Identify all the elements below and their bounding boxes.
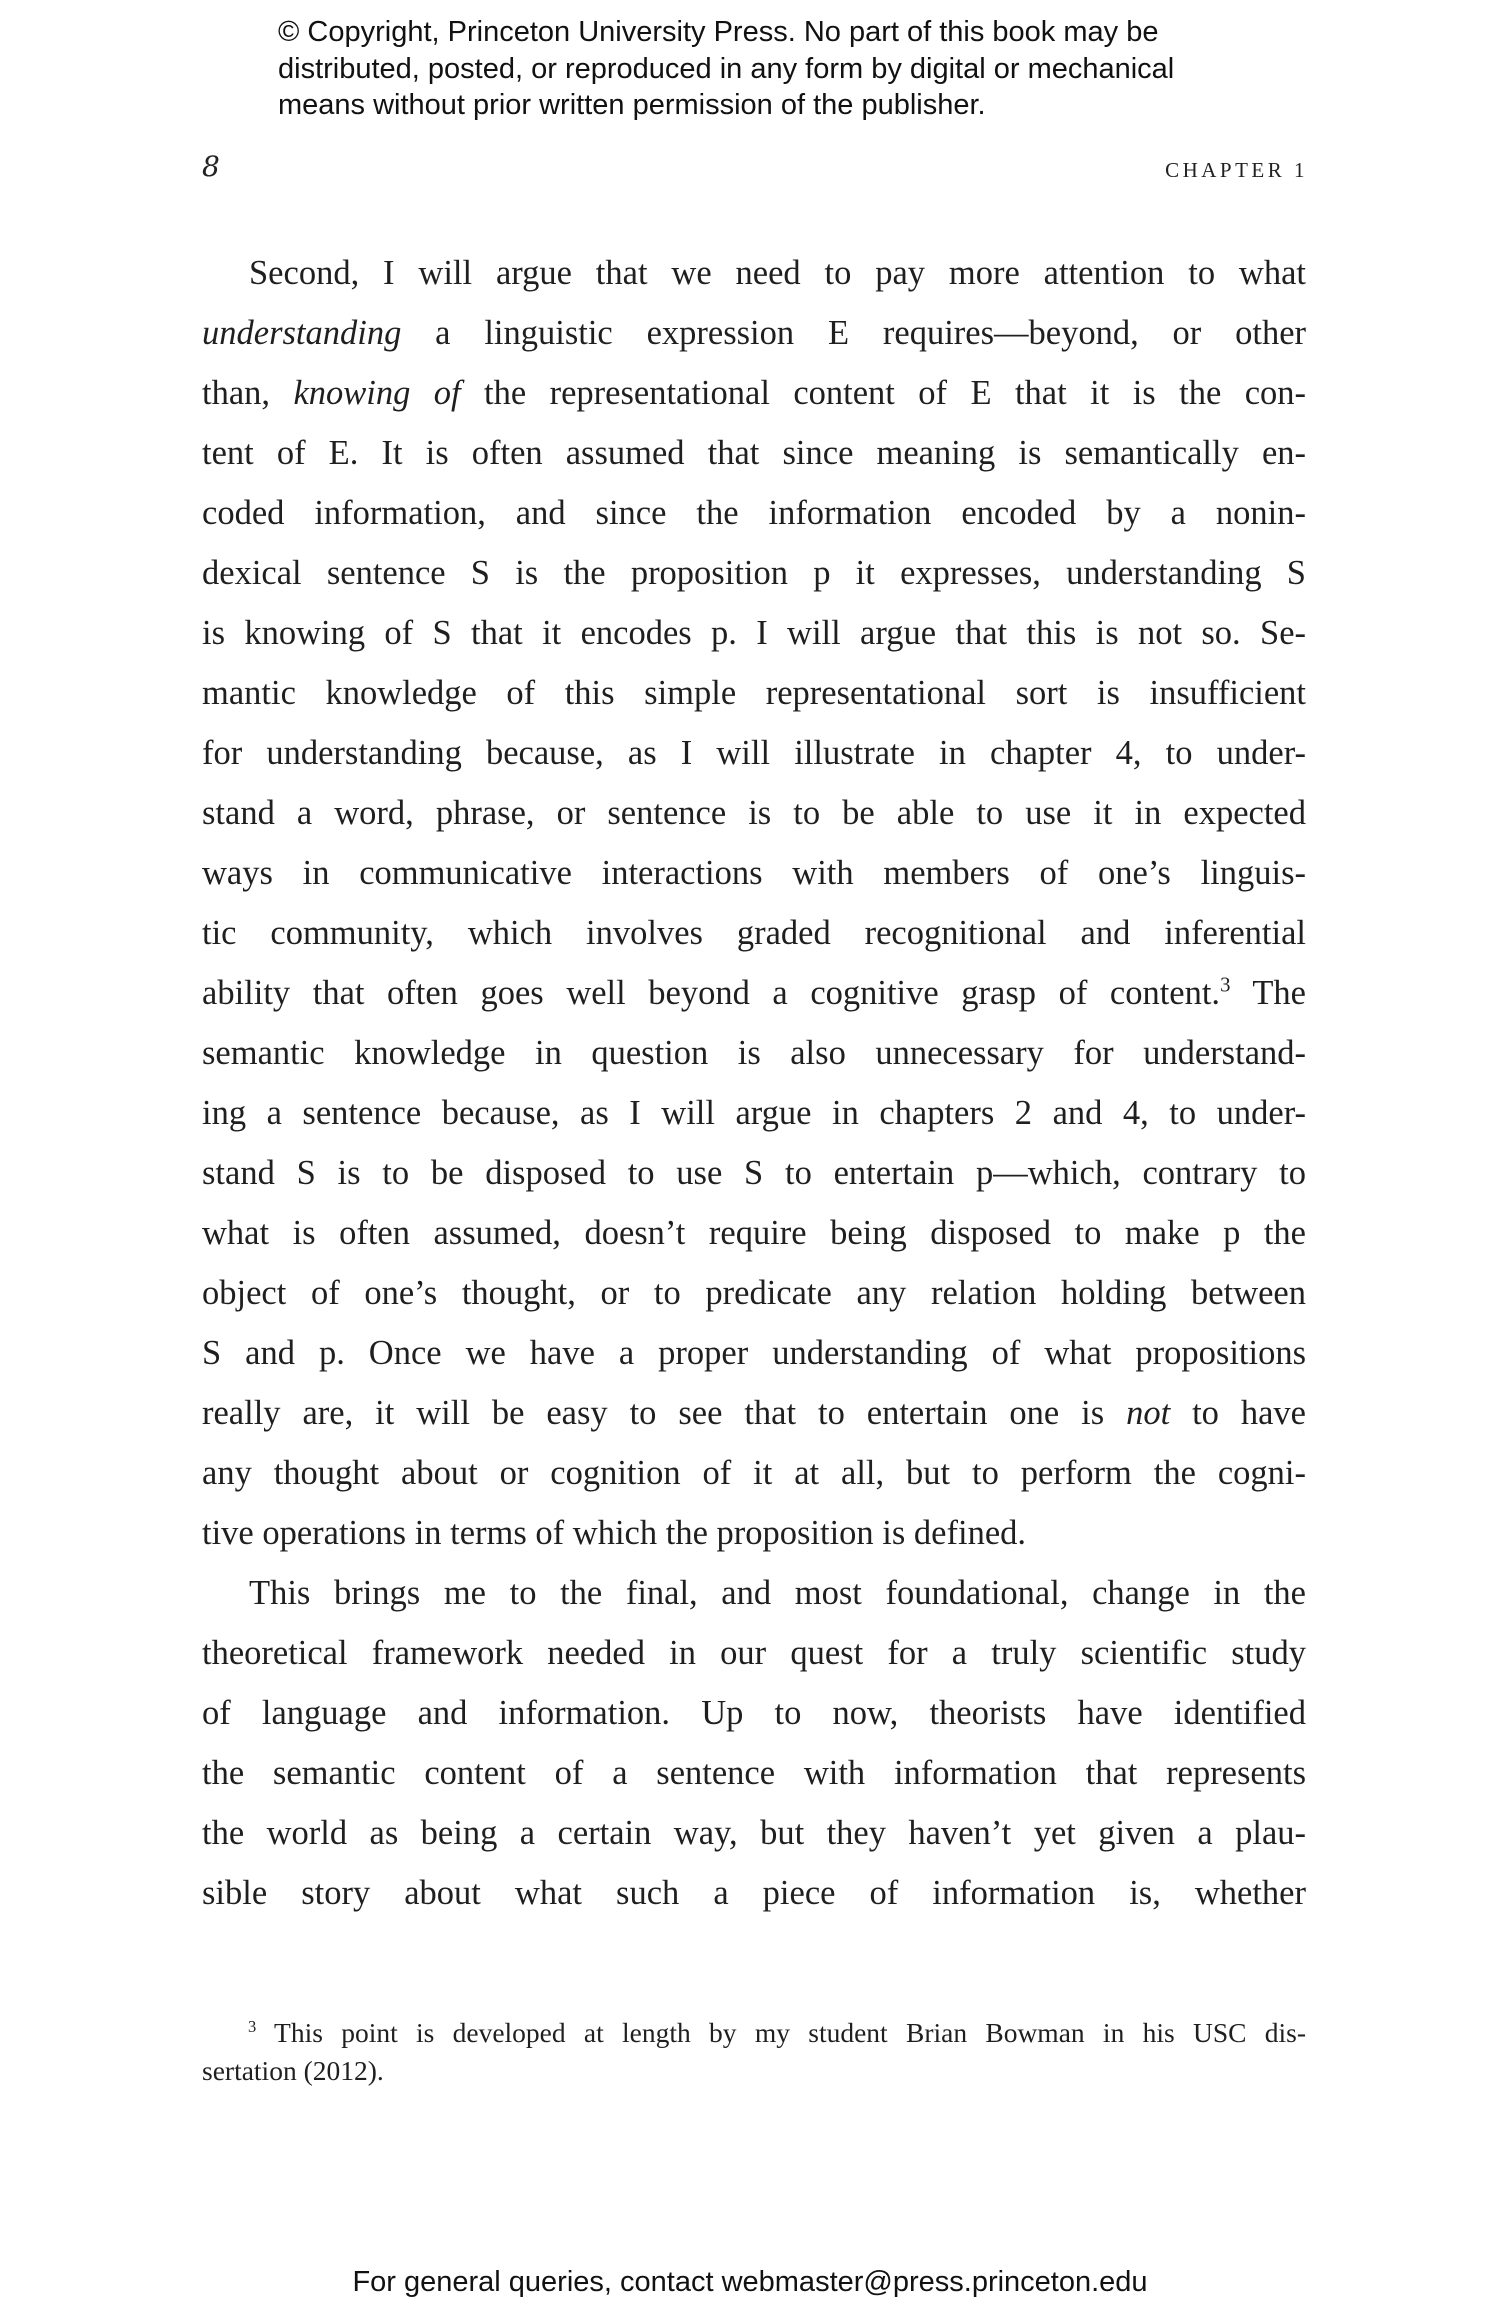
text-segment: ing a sentence because, as I will argue in chapters 2 and 4, to under-	[202, 1094, 1306, 1132]
body-line	[202, 243, 1306, 303]
body-text	[202, 243, 1306, 1923]
body-line	[202, 603, 1306, 663]
body-line	[202, 783, 1306, 843]
text-segment: sible story about what such a piece of information is, whether	[202, 1874, 1306, 1912]
text-segment: stand S is to be disposed to use S to entertain p—which, contrary to	[202, 1154, 1306, 1192]
body-line	[202, 1863, 1306, 1923]
body-line	[202, 1743, 1306, 1803]
footnote	[202, 2014, 1306, 2090]
body-line	[202, 1563, 1306, 1623]
text-segment: tive operations in terms of which the proposition is defined.	[202, 1514, 1027, 1552]
text-segment: The	[1230, 974, 1306, 1012]
body-line	[202, 1263, 1306, 1323]
text-segment: stand a word, phrase, or sentence is to be able to use it in expected	[202, 794, 1306, 832]
text-segment: the representational content of E that it is the con-	[460, 374, 1306, 412]
copyright-line: means without prior written permission of the publisher.	[278, 89, 986, 121]
body-line	[202, 1623, 1306, 1683]
body-line	[202, 663, 1306, 723]
page-number: 8	[202, 150, 220, 183]
text-segment: than,	[202, 374, 294, 412]
text-segment: of language and information. Up to now, theorists have identified	[202, 1694, 1306, 1732]
body-line	[202, 1683, 1306, 1743]
footnote-line	[202, 2014, 1306, 2052]
body-line	[202, 1383, 1306, 1443]
text-segment: a linguistic expression E requires—beyond, or other	[401, 314, 1306, 352]
body-line	[202, 1503, 1306, 1563]
text-segment: for understanding because, as I will illustrate in chapter 4, to under-	[202, 734, 1306, 772]
text-segment: S and p. Once we have a proper understanding of what propositions	[202, 1334, 1306, 1372]
body-line	[202, 303, 1306, 363]
text-segment: sertation (2012).	[202, 2055, 384, 2086]
text-segment: This brings me to the final, and most foundational, change in the	[249, 1574, 1306, 1612]
text-segment: coded information, and since the information encoded by a nonin-	[202, 494, 1306, 532]
body-line	[202, 1143, 1306, 1203]
italic-text: knowing of	[293, 374, 461, 412]
text-segment: tic community, which involves graded recognitional and inferential	[202, 914, 1306, 952]
text-segment: ways in communicative interactions with members of one’s linguis-	[202, 854, 1306, 892]
text-segment: really are, it will be easy to see that to entertain one is	[202, 1394, 1127, 1432]
italic-text: understanding	[202, 314, 402, 352]
body-line	[202, 1443, 1306, 1503]
text-segment: tent of E. It is often assumed that since meaning is semantically en-	[202, 434, 1306, 472]
text-segment: to have	[1170, 1394, 1306, 1432]
footnote-marker: 3	[1220, 974, 1231, 997]
text-segment: any thought about or cognition of it at all, but to perform the cogni-	[202, 1454, 1306, 1492]
body-line	[202, 1023, 1306, 1083]
text-segment: mantic knowledge of this simple representational sort is insufficient	[202, 674, 1306, 712]
body-line	[202, 483, 1306, 543]
body-line	[202, 363, 1306, 423]
footnote-line	[202, 2052, 1306, 2090]
text-segment: ability that often goes well beyond a cognitive grasp of content.	[202, 974, 1221, 1012]
text-segment: semantic knowledge in question is also unnecessary for understand-	[202, 1034, 1306, 1072]
body-line	[202, 903, 1306, 963]
body-line	[202, 843, 1306, 903]
text-segment: what is often assumed, doesn’t require being disposed to make p the	[202, 1214, 1306, 1252]
text-segment: the world as being a certain way, but they haven’t yet given a plau-	[202, 1814, 1306, 1852]
body-line	[202, 1083, 1306, 1143]
text-segment: the semantic content of a sentence with information that represents	[202, 1754, 1306, 1792]
body-line	[202, 963, 1306, 1023]
text-segment: dexical sentence S is the proposition p it expresses, understanding S	[202, 554, 1306, 592]
body-line	[202, 723, 1306, 783]
text-segment: This point is developed at length by my student Brian Bowman in his USC dis-	[256, 2017, 1306, 2048]
body-line	[202, 1323, 1306, 1383]
body-line	[202, 1803, 1306, 1863]
copyright-line: © Copyright, Princeton University Press. No part of this book may be	[278, 16, 1159, 48]
body-line	[202, 543, 1306, 603]
italic-text: not	[1126, 1394, 1171, 1432]
body-line	[202, 423, 1306, 483]
footer-contact: For general queries, contact webmaster@press.princeton.edu	[352, 2266, 1148, 2298]
footnote-marker: 3	[248, 2016, 257, 2036]
copyright-line: distributed, posted, or reproduced in any form by digital or mechanical	[278, 52, 1175, 85]
text-segment: theoretical framework needed in our quest for a truly scientific study	[202, 1634, 1306, 1672]
text-segment: Second, I will argue that we need to pay more attention to what	[249, 254, 1306, 292]
copyright-notice	[278, 14, 1378, 124]
text-segment: object of one’s thought, or to predicate any relation holding between	[202, 1274, 1306, 1312]
running-head: CHAPTER 1	[1165, 158, 1308, 182]
body-line	[202, 1203, 1306, 1263]
text-segment: is knowing of S that it encodes p. I will argue that this is not so. Se-	[202, 614, 1306, 652]
